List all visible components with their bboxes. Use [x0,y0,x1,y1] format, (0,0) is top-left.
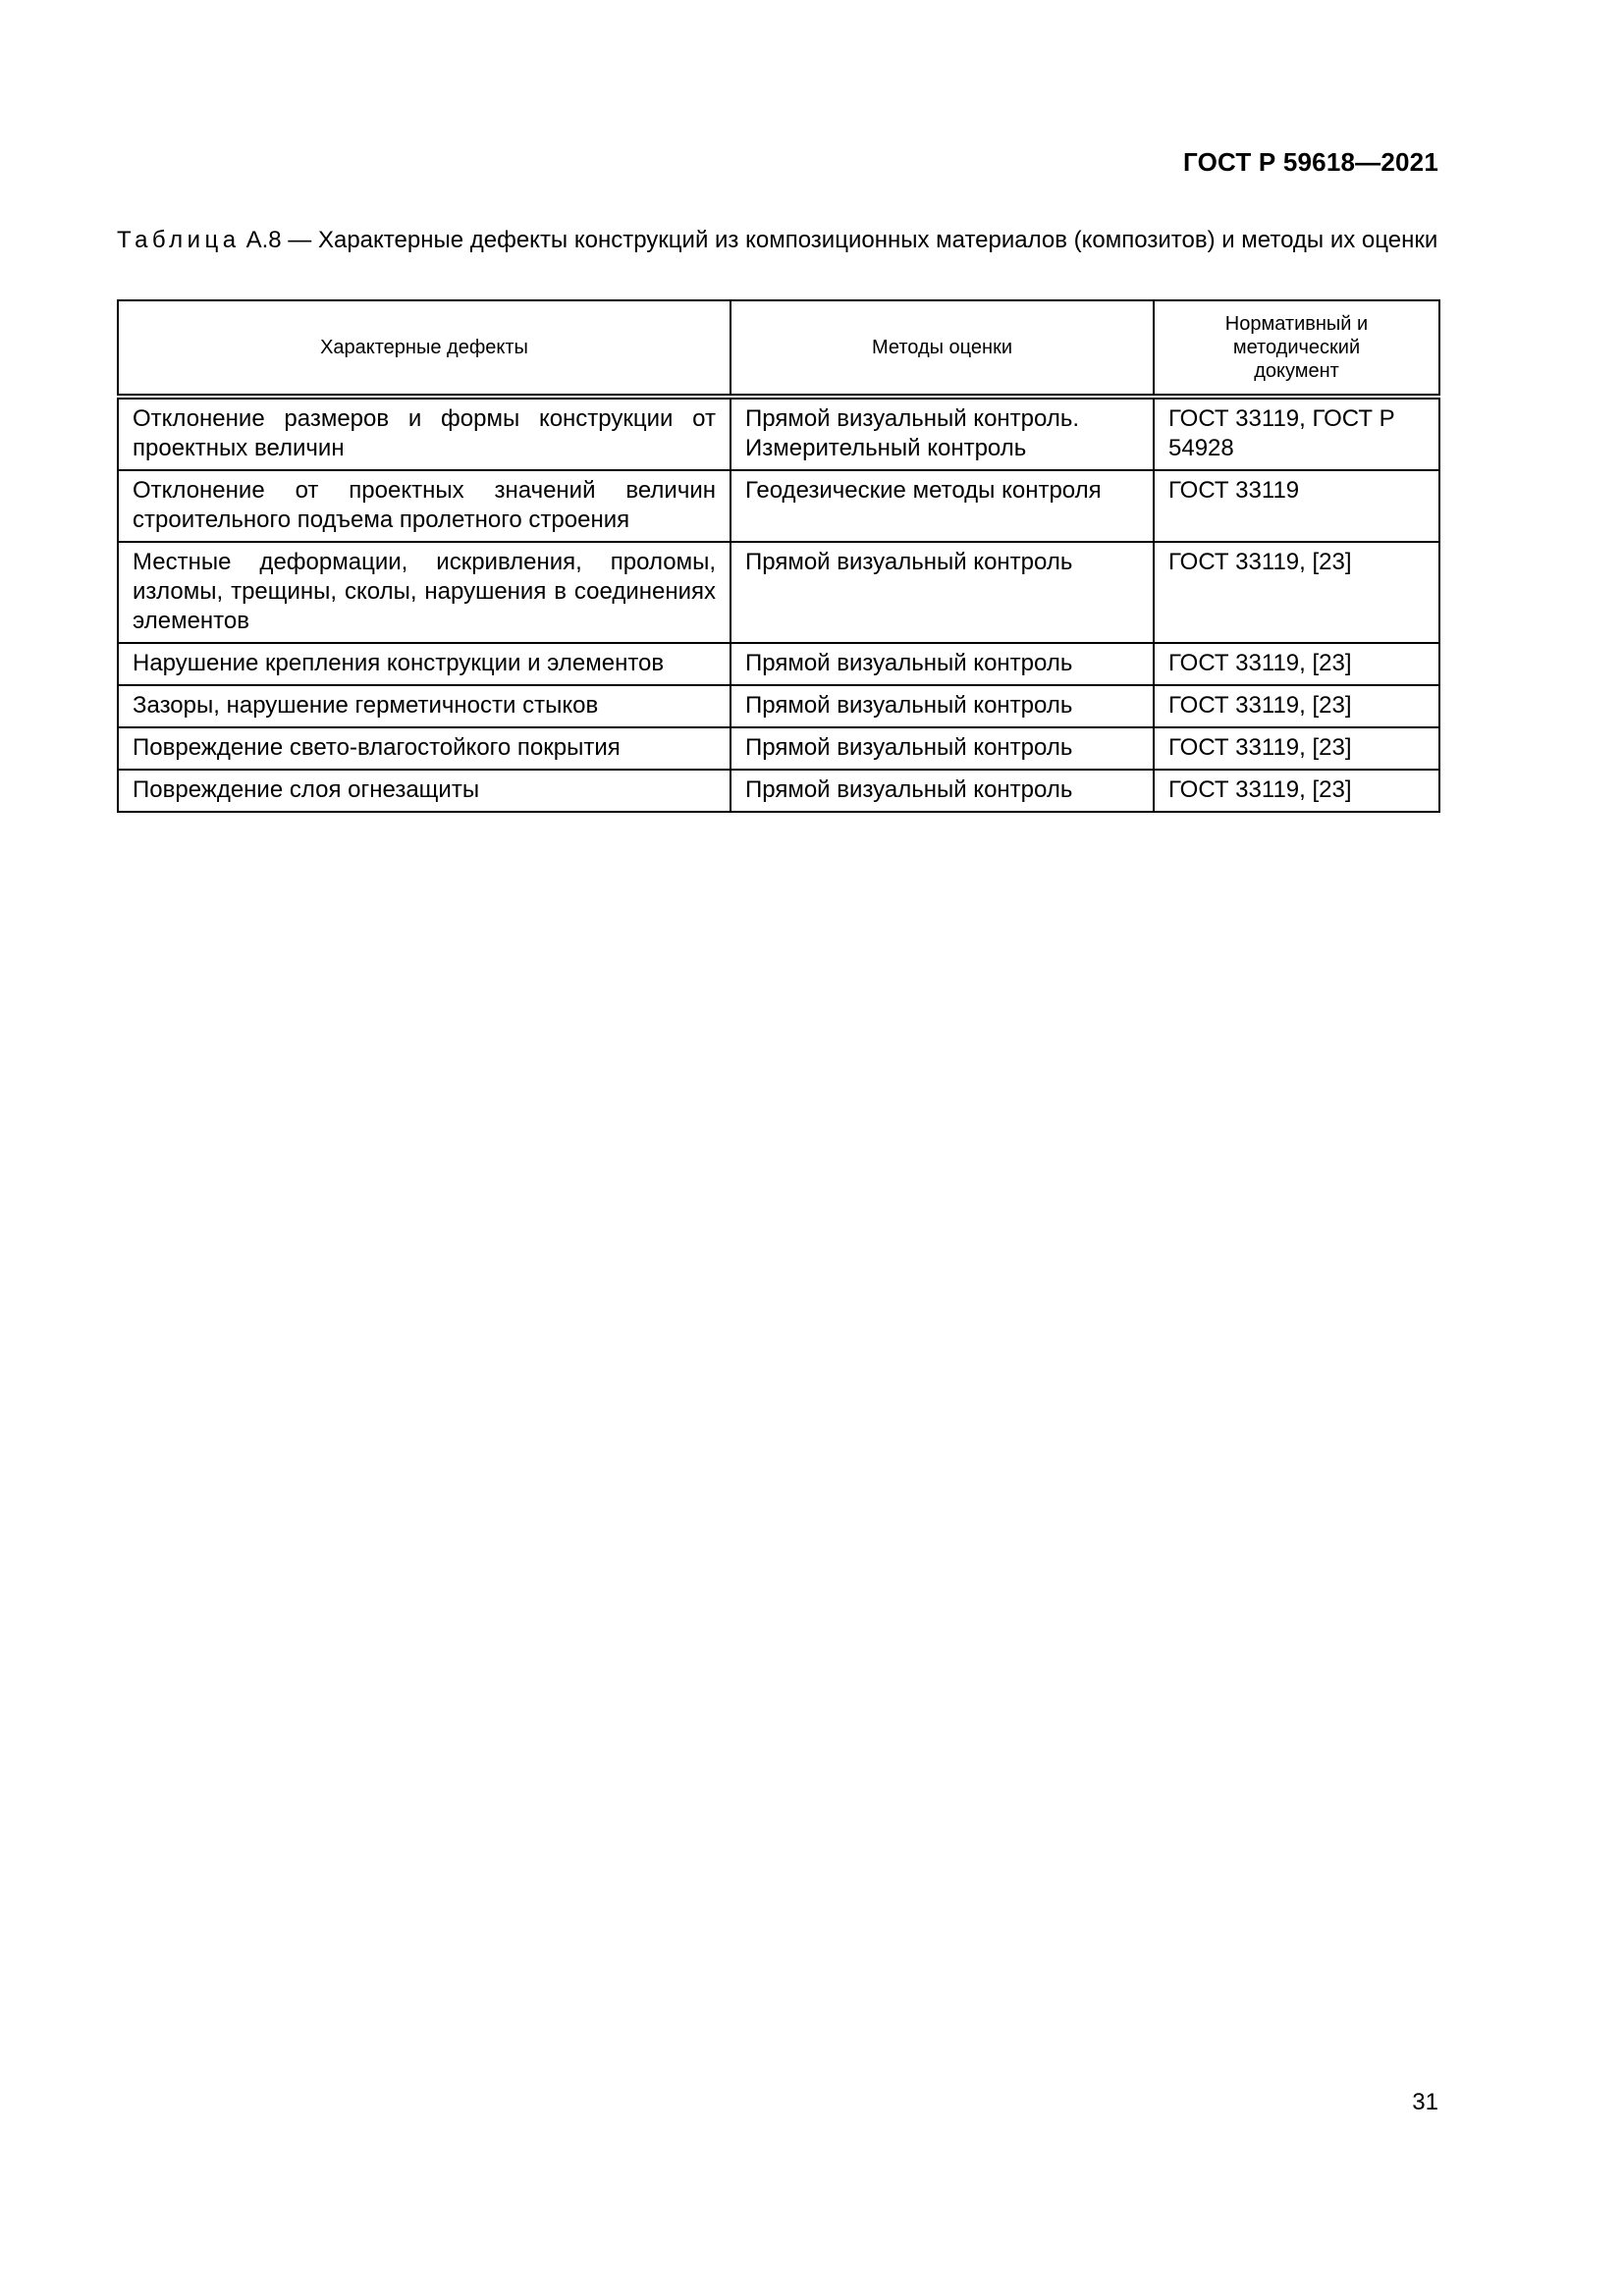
cell-method: Прямой визуальный контроль [731,770,1154,812]
cell-document: ГОСТ 33119, [23] [1154,643,1439,685]
table-header-row [118,300,1439,397]
document-code: ГОСТ Р 59618—2021 [1183,147,1438,177]
cell-defect: Отклонение от проектных значений величин строительного подъема пролетного строения [118,470,731,542]
cell-document: ГОСТ 33119, [23] [1154,685,1439,727]
cell-document: ГОСТ 33119, [23] [1154,770,1439,812]
cell-defect: Нарушение крепления конструкции и элементов [118,643,731,685]
cell-method: Прямой визуальный контроль [731,685,1154,727]
defects-table-container [117,299,1438,813]
header-methods: Методы оценки [731,300,1154,397]
cell-document: ГОСТ 33119, [23] [1154,542,1439,643]
cell-method: Прямой визуальный контроль [731,542,1154,643]
table-row [118,643,1439,685]
table-caption-text: А.8 — Характерные дефекты конструкций из композиционных материалов (композитов) и методы их оценки [245,227,1438,253]
table-row [118,397,1439,470]
cell-defect: Повреждение свето-влагостойкого покрытия [118,727,731,770]
cell-defect: Повреждение слоя огнезащиты [118,770,731,812]
header-document [1154,300,1439,397]
cell-document: ГОСТ 33119, ГОСТ Р 54928 [1154,397,1439,470]
page-number: 31 [1412,2089,1438,2115]
table-row [118,542,1439,643]
cell-defect: Отклонение размеров и формы конструкции от проектных величин [118,397,731,470]
header-defects: Характерные дефекты [118,300,731,397]
cell-document: ГОСТ 33119, [23] [1154,727,1439,770]
cell-defect: Зазоры, нарушение герметичности стыков [118,685,731,727]
table-caption-label: Таблица [117,227,241,253]
table-caption [117,226,1438,255]
cell-defect: Местные деформации, искривления, проломы, изломы, трещины, сколы, нарушения в соединениях элементов [118,542,731,643]
cell-method: Прямой визуальный контроль [731,643,1154,685]
cell-method: Прямой визуальный контроль. Измерительный контроль [731,397,1154,470]
defects-table [117,299,1440,813]
cell-method: Прямой визуальный контроль [731,727,1154,770]
cell-document: ГОСТ 33119 [1154,470,1439,542]
cell-method: Геодезические методы контроля [731,470,1154,542]
header-document-text: Нормативный и методический документ [1224,313,1369,382]
table-row [118,685,1439,727]
table-row [118,770,1439,812]
table-row [118,470,1439,542]
table-row [118,727,1439,770]
